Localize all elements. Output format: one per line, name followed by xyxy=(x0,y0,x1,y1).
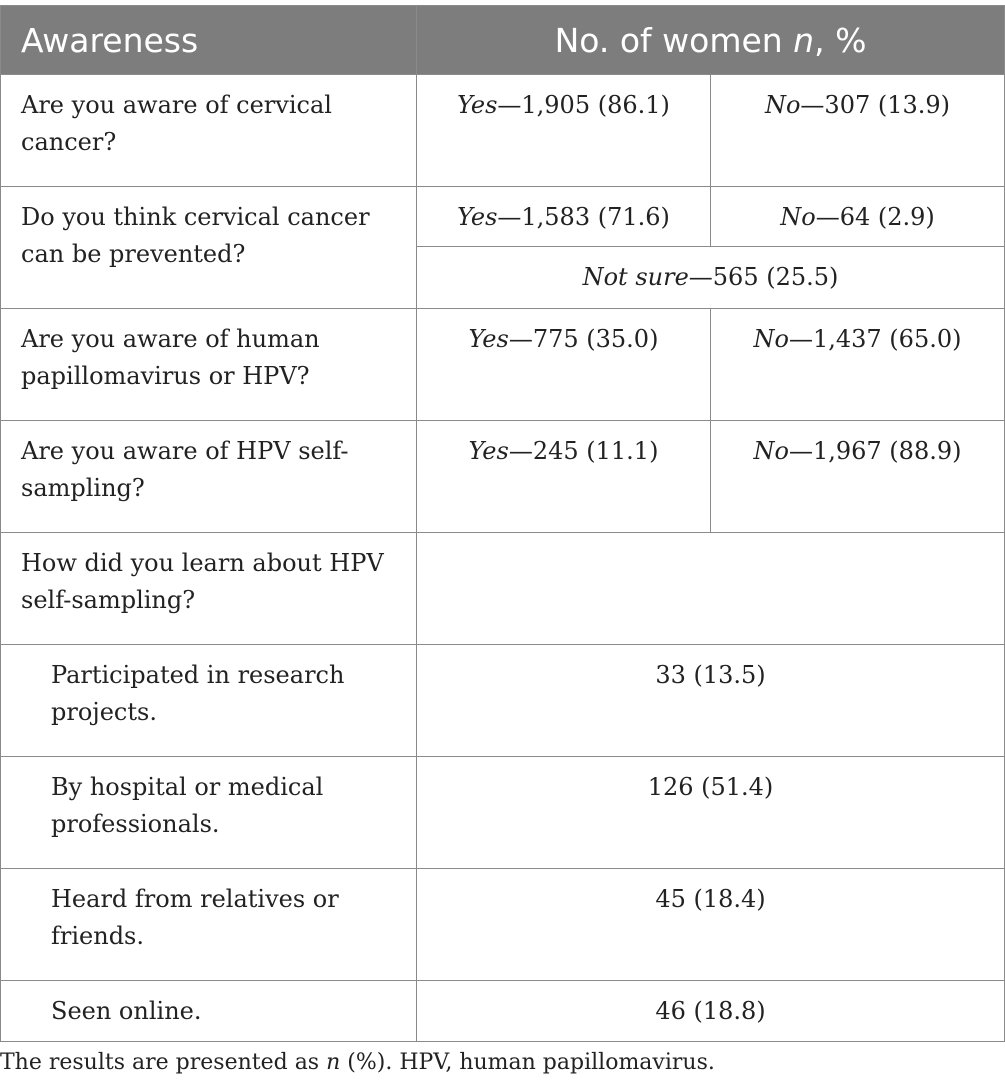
header-awareness: Awareness xyxy=(1,6,417,75)
value-cell: 126 (51.4) xyxy=(417,757,1005,869)
value-cell: 33 (13.5) xyxy=(417,645,1005,757)
table-row xyxy=(1,533,1005,645)
table-row xyxy=(1,75,1005,187)
yes-cell: Yes—1,905 (86.1) xyxy=(417,75,711,187)
table-row xyxy=(1,421,1005,533)
value-cell: 45 (18.4) xyxy=(417,869,1005,981)
source-hospital: By hospital or medical professionals. xyxy=(1,757,417,869)
yes-cell: Yes—1,583 (71.6) xyxy=(417,187,711,247)
table-row xyxy=(1,187,1005,247)
table-row xyxy=(1,757,1005,869)
no-cell: No—1,437 (65.0) xyxy=(711,309,1005,421)
table-row xyxy=(1,309,1005,421)
header-women-count: No. of women n, % xyxy=(417,6,1005,75)
table-row xyxy=(1,645,1005,757)
value-cell: 46 (18.8) xyxy=(417,981,1005,1042)
no-cell: No—64 (2.9) xyxy=(711,187,1005,247)
table-footnote: The results are presented as n (%). HPV, human papillomavirus. xyxy=(0,1050,715,1075)
no-cell: No—307 (13.9) xyxy=(711,75,1005,187)
table-header-row xyxy=(1,6,1005,75)
yes-cell: Yes—775 (35.0) xyxy=(417,309,711,421)
question-selfsampling-aware: Are you aware of HPV self-sampling? xyxy=(1,421,417,533)
question-cervical-aware: Are you aware of cervical cancer? xyxy=(1,75,417,187)
source-research: Participated in research projects. xyxy=(1,645,417,757)
source-relatives: Heard from relatives or friends. xyxy=(1,869,417,981)
question-how-learned: How did you learn about HPV self-sampling? xyxy=(1,533,417,645)
not-sure-cell: Not sure—565 (25.5) xyxy=(417,247,1005,309)
table-row xyxy=(1,981,1005,1042)
table-row xyxy=(1,869,1005,981)
awareness-table xyxy=(0,5,1005,1042)
source-online: Seen online. xyxy=(1,981,417,1042)
no-cell: No—1,967 (88.9) xyxy=(711,421,1005,533)
yes-cell: Yes—245 (11.1) xyxy=(417,421,711,533)
empty-cell xyxy=(417,533,1005,645)
question-preventable: Do you think cervical cancer can be prevented? xyxy=(1,187,417,309)
question-hpv-aware: Are you aware of human papillomavirus or HPV? xyxy=(1,309,417,421)
